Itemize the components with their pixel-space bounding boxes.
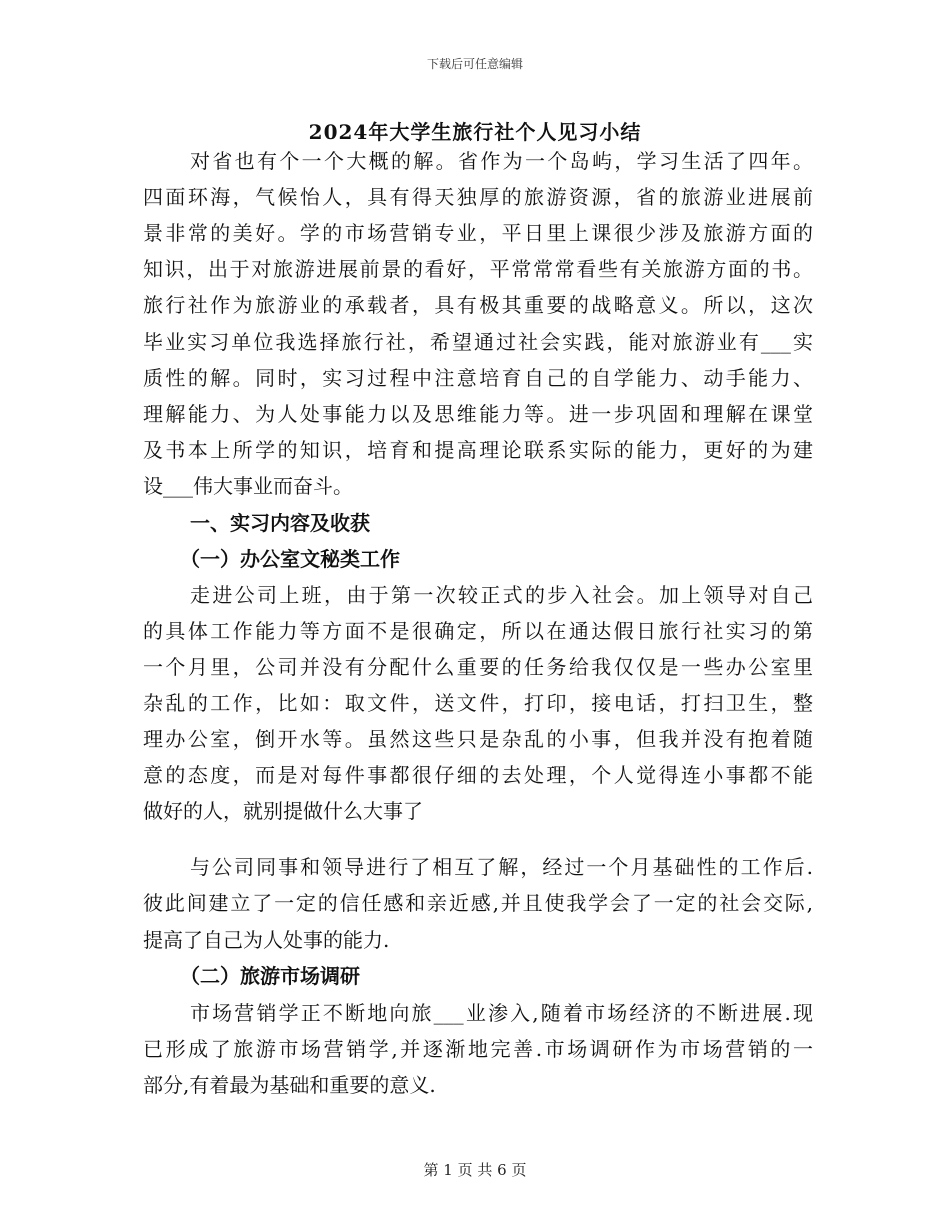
paragraph-line: 旅行社作为旅游业的承载者，具有极其重要的战略意义。所以，这次 xyxy=(143,293,813,317)
paragraph-line: 毕业实习单位我选择旅行社，希望通过社会实践，能对旅游业有___实 xyxy=(143,330,813,354)
paragraph-line: 彼此间建立了一定的信任感和亲近感,并且使我学会了一定的社会交际, xyxy=(143,891,813,915)
paragraph-line: 的具体工作能力等方面不是很确定，所以在通达假日旅行社实习的第 xyxy=(143,619,813,643)
subsection-heading: （一）办公室文秘类工作 xyxy=(180,547,400,571)
paragraph-line: 做好的人，就别提做什么大事了 xyxy=(143,799,423,823)
subsection-heading: （二）旅游市场调研 xyxy=(180,964,360,988)
paragraph-line: 四面环海，气候怡人，具有得天独厚的旅游资源，省的旅游业进展前 xyxy=(143,185,813,209)
paragraph-line: 设___伟大事业而奋斗。 xyxy=(143,474,353,498)
paragraph-line: 理办公室，倒开水等。虽然这些只是杂乱的小事，但我并没有抱着随 xyxy=(143,727,813,751)
page-footer: 第 1 页 共 6 页 xyxy=(423,1161,527,1179)
paragraph-line: 与公司同事和领导进行了相互了解，经过一个月基础性的工作后. xyxy=(190,855,813,879)
paragraph-line: 一个月里，公司并没有分配什么重要的任务给我仅仅是一些办公室里 xyxy=(143,655,813,679)
paragraph-line: 提高了自己为人处事的能力. xyxy=(143,928,390,952)
paragraph-line: 质性的解。同时，实习过程中注意培育自己的自学能力、动手能力、 xyxy=(143,366,813,390)
paragraph-line: 市场营销学正不断地向旅___业渗入,随着市场经济的不断进展.现 xyxy=(190,1001,813,1025)
paragraph-line: 部分,有着最为基础和重要的意义. xyxy=(143,1073,436,1097)
document-title: 2024年大学生旅行社个人见习小结 xyxy=(308,120,642,144)
paragraph-line: 杂乱的工作，比如：取文件，送文件，打印，接电话，打扫卫生，整 xyxy=(143,691,813,715)
paragraph-line: 及书本上所学的知识，培育和提高理论联系实际的能力，更好的为建 xyxy=(143,438,813,462)
paragraph-line: 知识，出于对旅游进展前景的看好，平常常常看些有关旅游方面的书。 xyxy=(143,257,813,281)
paragraph-line: 已形成了旅游市场营销学,并逐渐地完善.市场调研作为市场营销的一 xyxy=(143,1037,813,1061)
paragraph-line: 意的态度，而是对每件事都很仔细的去处理，个人觉得连小事都不能 xyxy=(143,763,813,787)
header-note: 下载后可任意编辑 xyxy=(426,57,523,71)
section-heading: 一、实习内容及收获 xyxy=(190,511,370,535)
paragraph-line: 理解能力、为人处事能力以及思维能力等。进一步巩固和理解在课堂 xyxy=(143,402,813,426)
paragraph-line: 对省也有个一个大概的解。省作为一个岛屿，学习生活了四年。 xyxy=(190,149,813,173)
paragraph-line: 走进公司上班，由于第一次较正式的步入社会。加上领导对自己 xyxy=(190,583,813,607)
paragraph-line: 景非常的美好。学的市场营销专业，平日里上课很少涉及旅游方面的 xyxy=(143,221,813,245)
